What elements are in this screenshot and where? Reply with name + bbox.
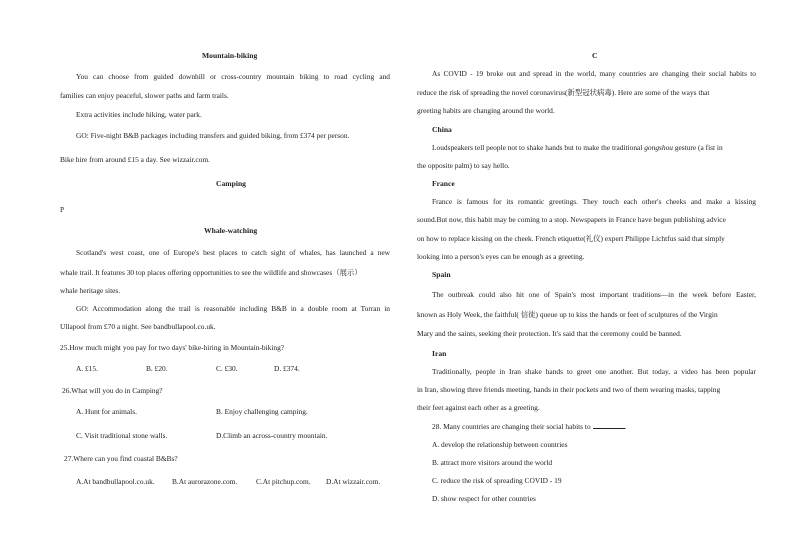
mtb-extra-activities: Extra activities include hiking, water park. [76, 110, 202, 119]
q26-option-c[interactable]: C. Visit traditional stone walls. [76, 431, 168, 440]
q28-option-a[interactable]: A. develop the relationship between countries [432, 440, 568, 449]
mtb-paragraph-line: families can enjoy peaceful, slower paths and farm trails. [60, 91, 229, 100]
q26-option-d[interactable]: D.Climb an across-country mountain. [216, 431, 328, 440]
iran-line: their feet against each other as a greeting. [417, 403, 540, 412]
whale-watching-heading: Whale-watching [204, 226, 258, 235]
iran-heading: Iran [432, 349, 447, 358]
q26-option-b[interactable]: B. Enjoy challenging camping. [216, 407, 308, 416]
q28-stem: 28. Many countries are changing their social habits to [432, 422, 591, 431]
china-text-b: gesture (a fist in [672, 143, 723, 152]
q25-option-a[interactable]: A. £15. [76, 364, 98, 373]
mountain-biking-heading: Mountain-biking [202, 51, 258, 60]
camping-heading: Camping [216, 179, 246, 188]
q28-option-c[interactable]: C. reduce the risk of spreading COVID - 19 [432, 476, 562, 485]
whale-paragraph-line: Scotland's west coast, one of Europe's best places to catch sight of whales, has launched a new [76, 248, 390, 257]
q28-option-b[interactable]: B. attract more visitors around the world [432, 458, 553, 467]
whale-go-line: Ullapool from £70 a night. See bandbullapool.co.uk. [60, 322, 216, 331]
intro-line: reduce the risk of spreading the novel coronavirus(新型冠状病毒). Here are some of the ways that [417, 88, 710, 97]
q25-option-b[interactable]: B. £20. [146, 364, 168, 373]
china-line: the opposite palm) to say hello. [417, 161, 510, 170]
france-line: looking into a person's eyes can be enough as a greeting. [417, 252, 585, 261]
spain-line: known as Holy Week, the faithful( 信徒) queue up to kiss the hands or feet of sculptures of the Virgin [417, 310, 718, 319]
iran-line: in Iran, showing three friends meeting, hands in their pockets and two of them wearing masks, tapping [417, 385, 721, 394]
spain-line: Mary and the saints, seeking their protection. It's said that the ceremony could be banned. [417, 329, 682, 338]
iran-line: Traditionally, people in Iran shake hands to greet one another. But today, a video has been popular [432, 367, 756, 376]
q25-option-c[interactable]: C. £30. [216, 364, 238, 373]
question-27: 27.Where can you find coastal B&Bs? [64, 454, 178, 463]
q27-option-d[interactable]: D.At wizzair.com. [326, 477, 381, 486]
china-line [432, 143, 723, 153]
france-line: France is famous for its romantic greetings. They touch each other's cheeks and make a kissing [432, 197, 756, 206]
question-28 [432, 421, 626, 432]
mtb-paragraph-line: You can choose from guided downhill or cross-country mountain biking to road cycling and [76, 72, 390, 81]
china-heading: China [432, 125, 452, 134]
china-text-a: Loudspeakers tell people not to shake hands but to make the traditional [432, 143, 645, 152]
whale-paragraph-line: whale trail. It features 30 top places offering opportunities to see the wildlife and showcases（展示） [60, 268, 362, 277]
question-25: 25.How much might you pay for two days' bike-hiring in Mountain-biking? [60, 343, 285, 352]
q27-option-c[interactable]: C.At pitchup.com. [256, 477, 311, 486]
france-heading: France [432, 179, 455, 188]
question-26: 26.What will you do in Camping? [62, 386, 163, 395]
france-line: sound.But now, this habit may be coming to a stop. Newspapers in France have begun publishing advice [417, 215, 726, 224]
spain-line: The outbreak could also hit one of Spain's most important traditions—in the week before Easter, [432, 290, 756, 299]
q27-option-b[interactable]: B.At aurorazone.com. [172, 477, 238, 486]
mtb-go-line: GO: Five-night B&B packages including transfers and guided biking, from £374 per person. [76, 131, 350, 140]
spain-heading: Spain [432, 270, 451, 279]
q27-option-a[interactable]: A.At bandbullapool.co.uk. [76, 477, 155, 486]
q28-option-d[interactable]: D. show respect for other countries [432, 494, 536, 503]
q28-end: . [624, 422, 627, 431]
intro-line: greeting habits are changing around the world. [417, 106, 555, 115]
france-line: on how to replace kissing on the cheek. French etiquette(礼仪) expert Philippe Lichtfus said that simply [417, 234, 725, 243]
whale-go-line: GO: Accommodation along the trail is reasonable including B&B in a double room at Torran in [76, 304, 390, 313]
gongshou-term: gongshou [644, 143, 673, 152]
intro-line: As COVID - 19 broke out and spread in the world, many countries are changing their social habits to [432, 69, 756, 78]
q25-option-d[interactable]: D. £374. [274, 364, 300, 373]
section-c-heading: C [592, 51, 598, 60]
mtb-bike-hire-line: Bike hire from around £15 a day. See wizzair.com. [60, 155, 210, 164]
q26-option-a[interactable]: A. Hunt for animals. [76, 407, 137, 416]
whale-paragraph-line: whale heritage sites. [60, 286, 121, 295]
answer-blank[interactable] [593, 421, 625, 429]
camping-text: P [60, 205, 65, 214]
